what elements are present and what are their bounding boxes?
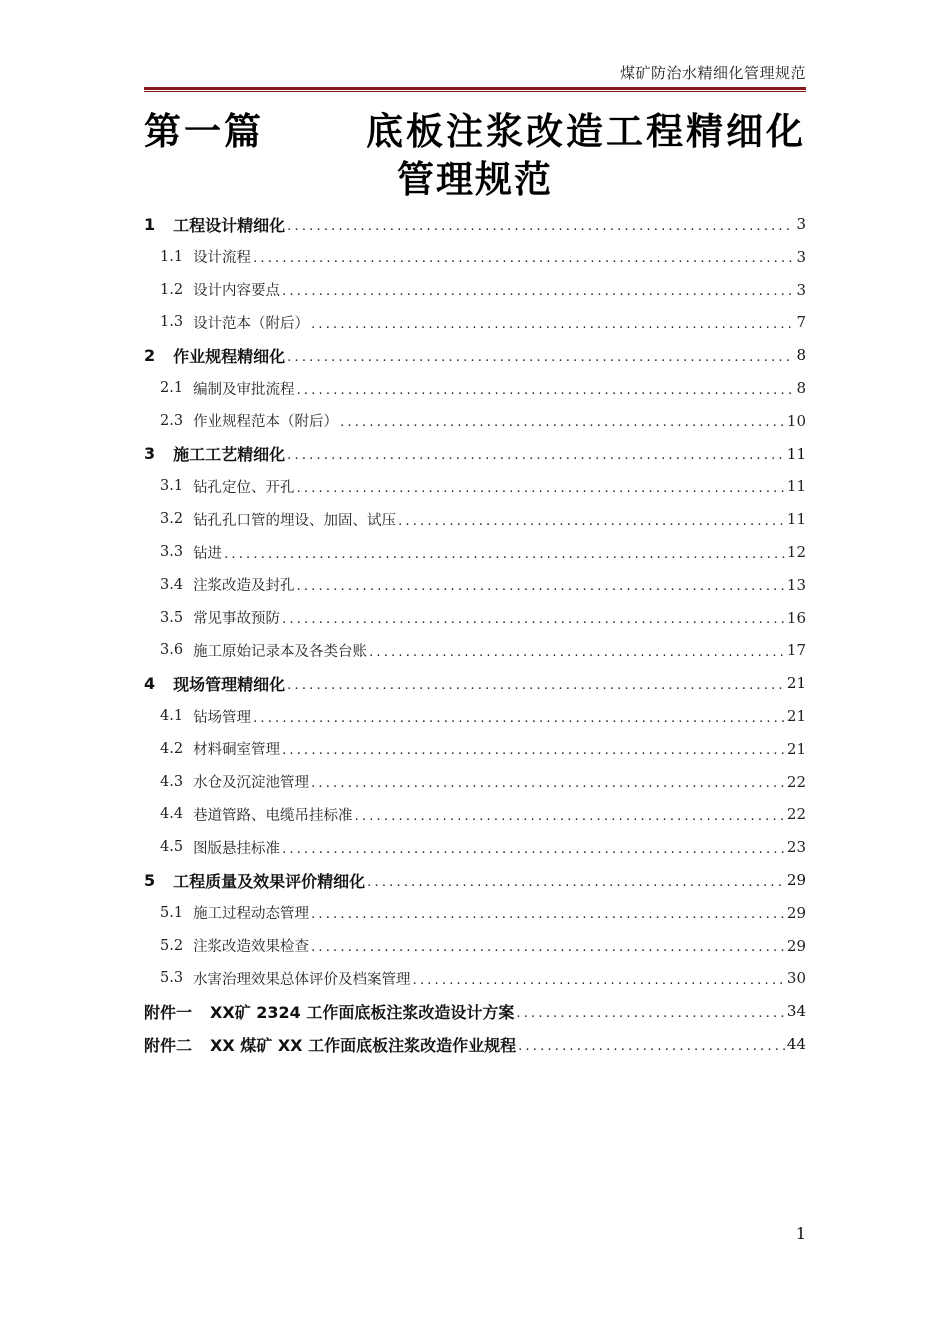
toc-entry-number: 3 (144, 444, 156, 464)
toc-section-entry[interactable] (144, 634, 806, 666)
toc-entry-label: 图版悬挂标准 (193, 840, 281, 857)
toc-section-entry[interactable] (144, 569, 806, 601)
toc-entry-label: 设计内容要点 (193, 283, 281, 300)
toc-entry-label: 设计范本（附后） (193, 315, 310, 332)
toc-chapter-entry[interactable] (144, 1028, 806, 1060)
toc-section-entry[interactable] (144, 831, 806, 863)
toc-entry-label: 材料硐室管理 (193, 742, 281, 759)
title-part-name: 底板注浆改造工程精细化 (366, 110, 806, 153)
toc-dot-leader (282, 284, 794, 299)
toc-entry-page: 8 (796, 379, 806, 397)
toc-entry-label: 作业规程范本（附后） (193, 414, 339, 431)
toc-section-entry[interactable] (144, 733, 806, 765)
toc-dot-leader (253, 711, 785, 726)
toc-dot-leader (367, 875, 785, 890)
toc-dot-leader (297, 481, 785, 496)
toc-entry-page: 11 (786, 444, 806, 463)
toc-entry-number: 4.2 (160, 740, 184, 757)
toc-section-entry[interactable] (144, 470, 806, 502)
toc-section-entry[interactable] (144, 306, 806, 338)
toc-entry-page: 11 (786, 477, 806, 496)
toc-chapter-entry[interactable] (144, 339, 806, 371)
toc-entry-label: 施工过程动态管理 (193, 906, 310, 923)
toc-entry-page: 3 (796, 247, 806, 266)
toc-chapter-entry[interactable] (144, 667, 806, 699)
toc-entry-page: 11 (786, 510, 806, 529)
toc-entry-label: 常见事故预防 (193, 611, 281, 628)
toc-entry-number: 2 (144, 345, 156, 365)
toc-entry-page: 21 (786, 739, 806, 758)
toc-section-entry[interactable] (144, 930, 806, 962)
toc-dot-leader (398, 514, 785, 529)
toc-dot-leader (282, 612, 785, 627)
toc-dot-leader (297, 383, 795, 398)
toc-entry-page: 8 (796, 346, 806, 365)
toc-entry-label: 钻进 (193, 545, 223, 562)
toc-entry-label: 注浆改造及封孔 (193, 578, 295, 595)
toc-entry-page: 44 (786, 1035, 806, 1053)
toc-entry-page: 21 (786, 707, 806, 725)
toc-entry-label: 作业规程精细化 (173, 346, 286, 366)
toc-entry-label: 注浆改造效果检查 (193, 939, 310, 956)
toc-entry-label: 水仓及沉淀池管理 (193, 775, 310, 792)
toc-entry-label: 编制及审批流程 (193, 381, 295, 398)
toc-entry-number: 3.3 (160, 544, 184, 560)
toc-section-entry[interactable] (144, 700, 806, 732)
toc-entry-page: 12 (786, 543, 806, 561)
toc-entry-label: 工程设计精细化 (173, 215, 286, 235)
toc-section-entry[interactable] (144, 897, 806, 929)
toc-dot-leader (516, 1006, 785, 1021)
toc-section-entry[interactable] (144, 372, 806, 404)
toc-entry-number: 4.1 (160, 708, 184, 724)
toc-dot-leader (282, 743, 785, 758)
toc-entry-label: XX 煤矿 XX 工作面底板注浆改造作业规程 (210, 1035, 517, 1055)
toc-entry-label: 钻孔定位、开孔 (193, 479, 295, 496)
toc-entry-page: 23 (786, 838, 806, 857)
toc-entry-number: 2.1 (160, 380, 184, 396)
toc-entry-number: 3.1 (160, 478, 184, 495)
toc-dot-leader (311, 317, 794, 332)
toc-entry-number: 附件二 (144, 1035, 193, 1055)
toc-entry-page: 7 (796, 313, 806, 332)
header-rule-thin (144, 91, 806, 92)
toc-entry-label: 钻孔孔口管的埋设、加固、试压 (193, 512, 397, 529)
toc-dot-leader (518, 1039, 785, 1054)
toc-entry-number: 附件一 (144, 1002, 193, 1022)
toc-entry-number: 5.1 (160, 904, 184, 921)
toc-entry-page: 22 (786, 805, 806, 824)
page-number: 1 (795, 1224, 806, 1243)
toc-entry-page: 16 (786, 608, 806, 627)
toc-section-entry[interactable] (144, 274, 806, 306)
toc-dot-leader (355, 809, 785, 824)
toc-section-entry[interactable] (144, 536, 806, 568)
title-part-number: 第一篇 (144, 110, 264, 153)
toc-entry-number: 3.4 (160, 576, 184, 593)
toc-section-entry[interactable] (144, 503, 806, 535)
toc-entry-number: 3.2 (160, 511, 184, 528)
toc-entry-label: 设计流程 (193, 250, 252, 267)
toc-entry-page: 17 (786, 641, 806, 660)
toc-dot-leader (413, 973, 785, 988)
document-title (144, 108, 806, 204)
toc-chapter-entry[interactable] (144, 208, 806, 240)
toc-entry-label: 施工原始记录本及各类台账 (193, 643, 368, 660)
toc-dot-leader (287, 219, 794, 234)
toc-section-entry[interactable] (144, 241, 806, 273)
toc-dot-leader (311, 776, 785, 791)
toc-entry-page: 29 (786, 903, 806, 922)
toc-entry-page: 30 (786, 969, 806, 988)
toc-entry-label: 施工工艺精细化 (173, 445, 286, 465)
toc-entry-number: 4.5 (160, 839, 184, 856)
toc-entry-number: 5.3 (160, 970, 184, 987)
toc-chapter-entry[interactable] (144, 864, 806, 896)
toc-section-entry[interactable] (144, 602, 806, 634)
title-line-1 (144, 108, 806, 156)
toc-dot-leader (282, 842, 785, 857)
toc-entry-number: 1.2 (160, 281, 184, 298)
toc-entry-label: 现场管理精细化 (173, 674, 286, 694)
toc-section-entry[interactable] (144, 766, 806, 798)
toc-chapter-entry[interactable] (144, 995, 806, 1027)
toc-entry-label: XX矿 2324 工作面底板注浆改造设计方案 (210, 1002, 515, 1022)
toc-entry-page: 34 (786, 1002, 806, 1021)
toc-entry-label: 水害治理效果总体评价及档案管理 (193, 971, 411, 988)
toc-entry-page: 21 (786, 674, 806, 693)
toc-entry-number: 5.2 (160, 937, 184, 954)
toc-dot-leader (311, 907, 785, 922)
toc-section-entry[interactable] (144, 798, 806, 830)
toc-entry-number: 1 (144, 214, 156, 234)
toc-section-entry[interactable] (144, 962, 806, 994)
toc-entry-number: 4.3 (160, 773, 184, 790)
toc-entry-label: 巷道管路、电缆吊挂标准 (193, 807, 353, 824)
toc-entry-page: 13 (786, 575, 806, 594)
toc-dot-leader (253, 251, 794, 266)
header-rule (144, 87, 806, 90)
toc-entry-number: 5 (144, 870, 156, 890)
toc-dot-leader (297, 579, 785, 594)
toc-dot-leader (340, 415, 785, 430)
toc-entry-label: 工程质量及效果评价精细化 (173, 871, 366, 891)
toc-entry-number: 2.3 (160, 412, 184, 429)
toc-entry-page: 3 (796, 215, 806, 233)
toc-chapter-entry[interactable] (144, 438, 806, 470)
toc-entry-number: 1.3 (160, 314, 184, 331)
toc-entry-page: 29 (786, 871, 806, 889)
toc-entry-label: 钻场管理 (193, 709, 252, 726)
toc-section-entry[interactable] (144, 405, 806, 437)
toc-entry-page: 29 (786, 936, 806, 955)
toc-entry-number: 3.6 (160, 642, 184, 659)
toc-entry-page: 10 (786, 411, 806, 430)
toc-entry-number: 4.4 (160, 806, 184, 823)
toc-dot-leader (287, 448, 785, 463)
toc-dot-leader (369, 645, 785, 660)
toc-dot-leader (224, 547, 785, 562)
toc-dot-leader (287, 350, 794, 365)
toc-entry-page: 22 (786, 772, 806, 791)
toc-entry-number: 4 (144, 673, 156, 693)
title-line-2: 管理规范 (397, 158, 553, 201)
toc-dot-leader (287, 678, 785, 693)
toc-entry-number: 3.5 (160, 609, 184, 626)
toc-entry-page: 3 (796, 280, 806, 299)
running-header: 煤矿防治水精细化管理规范 (619, 64, 806, 82)
toc-entry-number: 1.1 (160, 248, 184, 265)
toc-dot-leader (311, 940, 785, 955)
